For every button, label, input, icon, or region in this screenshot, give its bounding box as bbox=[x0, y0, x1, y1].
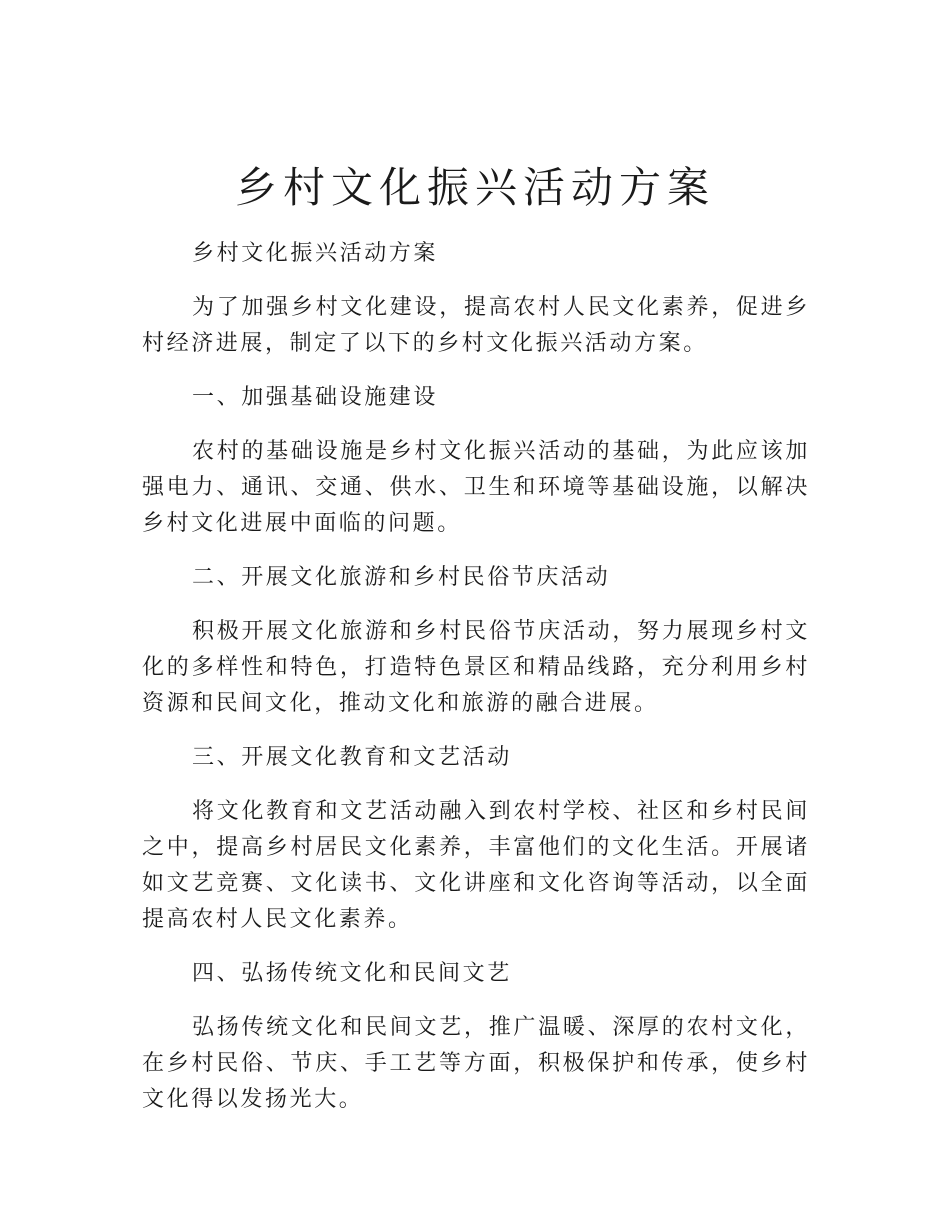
intro-paragraph: 为了加强乡村文化建设，提高农村人民文化素养，促进乡村经济进展，制定了以下的乡村文化振兴活动方案。 bbox=[142, 295, 810, 356]
section-heading-2: 二、开展文化旅游和乡村民俗节庆活动 bbox=[192, 565, 611, 590]
section-heading-1: 一、加强基础设施建设 bbox=[192, 385, 439, 410]
section-heading-4: 四、弘扬传统文化和民间文艺 bbox=[192, 961, 512, 986]
section-body-2: 积极开展文化旅游和乡村民俗节庆活动，努力展现乡村文化的多样性和特色，打造特色景区和精品线路，充分利用乡村资源和民间文化，推动文化和旅游的融合进展。 bbox=[142, 619, 810, 716]
section-body-3: 将文化教育和文艺活动融入到农村学校、社区和乡村民间之中，提高乡村居民文化素养，丰富他们的文化生活。开展诸如文艺竞赛、文化读书、文化讲座和文化咨询等活动，以全面提高农村人民文化素养。 bbox=[142, 799, 810, 932]
document-title: 乡村文化振兴活动方案 bbox=[234, 163, 715, 212]
section-body-4: 弘扬传统文化和民间文艺，推广温暖、深厚的农村文化，在乡村民俗、节庆、手工艺等方面，积极保护和传承，使乡村文化得以发扬光大。 bbox=[142, 1015, 810, 1112]
document-subtitle: 乡村文化振兴活动方案 bbox=[192, 241, 439, 266]
document-body bbox=[142, 236, 810, 1136]
section-body-1: 农村的基础设施是乡村文化振兴活动的基础，为此应该加强电力、通讯、交通、供水、卫生和环境等基础设施，以解决乡村文化进展中面临的问题。 bbox=[142, 439, 810, 536]
section-heading-3: 三、开展文化教育和文艺活动 bbox=[192, 745, 512, 770]
